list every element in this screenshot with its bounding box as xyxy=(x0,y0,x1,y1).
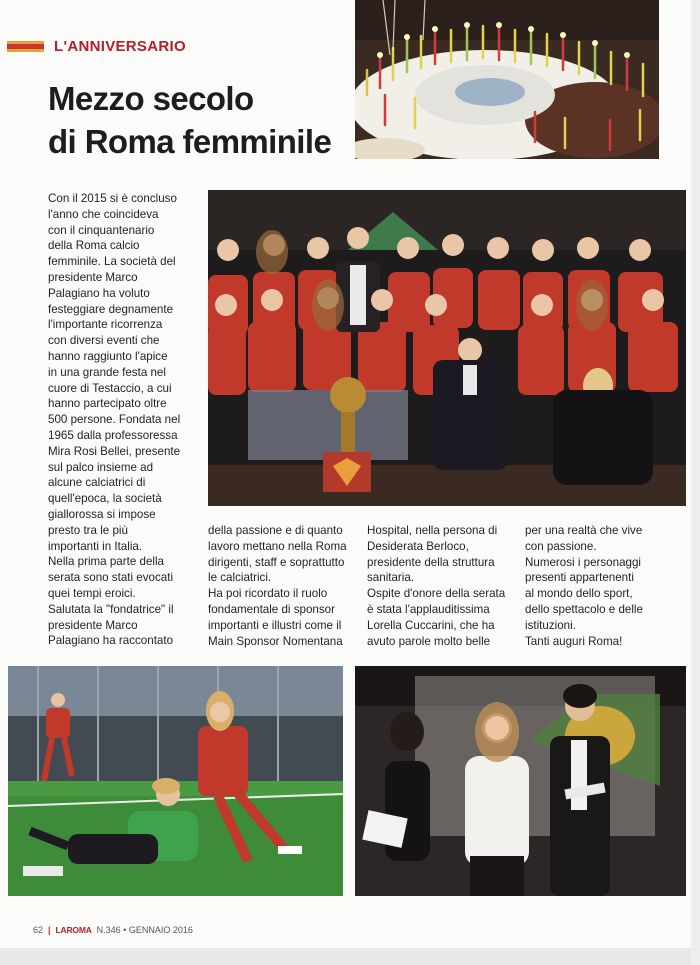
text-line: dello spettacolo e delle xyxy=(525,602,643,616)
cake-photo xyxy=(355,0,659,159)
body-text-column-1 xyxy=(48,191,198,649)
text-line: Ospite d'onore della serata xyxy=(367,587,506,601)
text-line: Con il 2015 si è concluso xyxy=(48,192,177,205)
text-line: con il cinquantenario xyxy=(48,223,155,237)
text-line: festeggiare degnamente xyxy=(48,302,174,316)
page-title xyxy=(48,77,348,163)
text-line: presidente Marco xyxy=(48,618,138,632)
text-line: importanti e illustri come il xyxy=(208,618,342,632)
issue-info: N.346 • GENNAIO 2016 xyxy=(96,925,193,935)
text-line: presenti appartenenti xyxy=(525,571,634,585)
text-line: Lorella Cuccarini, che ha xyxy=(367,618,495,632)
text-line: presidente della struttura xyxy=(367,555,495,569)
page-title-line-1: Mezzo secolo xyxy=(48,80,254,117)
text-line: serata sono stati evocati xyxy=(48,571,174,585)
text-line: sul palco insieme ad xyxy=(48,460,154,474)
text-line: al mondo dello sport, xyxy=(525,587,633,601)
text-line: alcune calciatrici di xyxy=(48,476,146,490)
text-line: sanitaria. xyxy=(367,571,415,585)
text-line: Palagiano ha raccontato xyxy=(48,634,174,648)
text-line: Hospital, nella persona di xyxy=(367,524,498,537)
text-line: Tanti auguri Roma! xyxy=(525,634,623,648)
match-action-photo xyxy=(8,666,343,896)
stage-presenters-photo xyxy=(355,666,686,896)
page-title-line-2: di Roma femminile xyxy=(48,123,332,160)
magazine-logo: LAROMA xyxy=(55,925,92,935)
text-line: l'importante ricorrenza xyxy=(48,318,163,332)
text-line: hanno raggiunto l'apice xyxy=(48,349,168,363)
text-line: dirigenti, staff e soprattutto xyxy=(208,555,345,569)
body-text-column-4 xyxy=(525,523,675,649)
text-line: Palagiano ha voluto xyxy=(48,286,150,300)
footer-separator: | xyxy=(48,925,51,935)
text-line: avuto parole molto belle xyxy=(367,634,491,648)
page-footer xyxy=(33,925,193,935)
text-line: giallorossa si impose xyxy=(48,507,156,521)
text-line: hanno partecipato oltre xyxy=(48,397,167,411)
text-line: fondamentale di sponsor xyxy=(208,602,335,616)
text-line: Nella prima parte della xyxy=(48,555,164,569)
text-line: istituzioni. xyxy=(525,618,576,632)
text-line: Numerosi i personaggi xyxy=(525,555,641,569)
text-line: della passione e di quanto xyxy=(208,524,343,537)
text-line: con diversi eventi che xyxy=(48,334,160,348)
text-line: femminile. La società del xyxy=(48,255,176,269)
text-line: presto tra le più xyxy=(48,523,128,537)
text-line: con passione. xyxy=(525,539,597,553)
text-line: 500 persone. Fondata nel xyxy=(48,413,181,427)
body-text-column-2 xyxy=(208,523,353,649)
text-line: è stata l'applauditissima xyxy=(367,602,490,616)
text-line: Mira Rosi Bellei, presente xyxy=(48,444,181,458)
text-line: Salutata la "fondatrice" il xyxy=(48,602,174,616)
text-line: presidente Marco xyxy=(48,270,138,284)
text-line: quell'epoca, la società xyxy=(48,492,162,506)
text-line: in una grande festa nel xyxy=(48,365,166,379)
text-line: quei tempi eroici. xyxy=(48,586,136,600)
team-group-photo xyxy=(208,190,686,506)
text-line: Main Sponsor Nomentana xyxy=(208,634,343,648)
text-line: Ha poi ricordato il ruolo xyxy=(208,587,328,601)
page-edge-right xyxy=(691,0,700,965)
page-number: 62 xyxy=(33,925,44,935)
text-line: lavoro mettano nella Roma xyxy=(208,539,347,553)
text-line: per una realtà che vive xyxy=(525,524,643,537)
text-line: della Roma calcio xyxy=(48,239,140,253)
text-line: importanti in Italia. xyxy=(48,539,143,553)
section-label: L'ANNIVERSARIO xyxy=(54,38,186,55)
text-line: le calciatrici. xyxy=(208,571,272,585)
text-line: Desiderata Berloco, xyxy=(367,539,469,553)
text-line: cuore di Testaccio, a cui xyxy=(48,381,172,395)
body-text-column-3 xyxy=(367,523,517,649)
text-line: l'anno che coincideva xyxy=(48,207,159,221)
page-edge-bottom xyxy=(0,948,700,965)
section-color-bar xyxy=(7,41,44,52)
text-line: 1965 dalla professoressa xyxy=(48,428,178,442)
